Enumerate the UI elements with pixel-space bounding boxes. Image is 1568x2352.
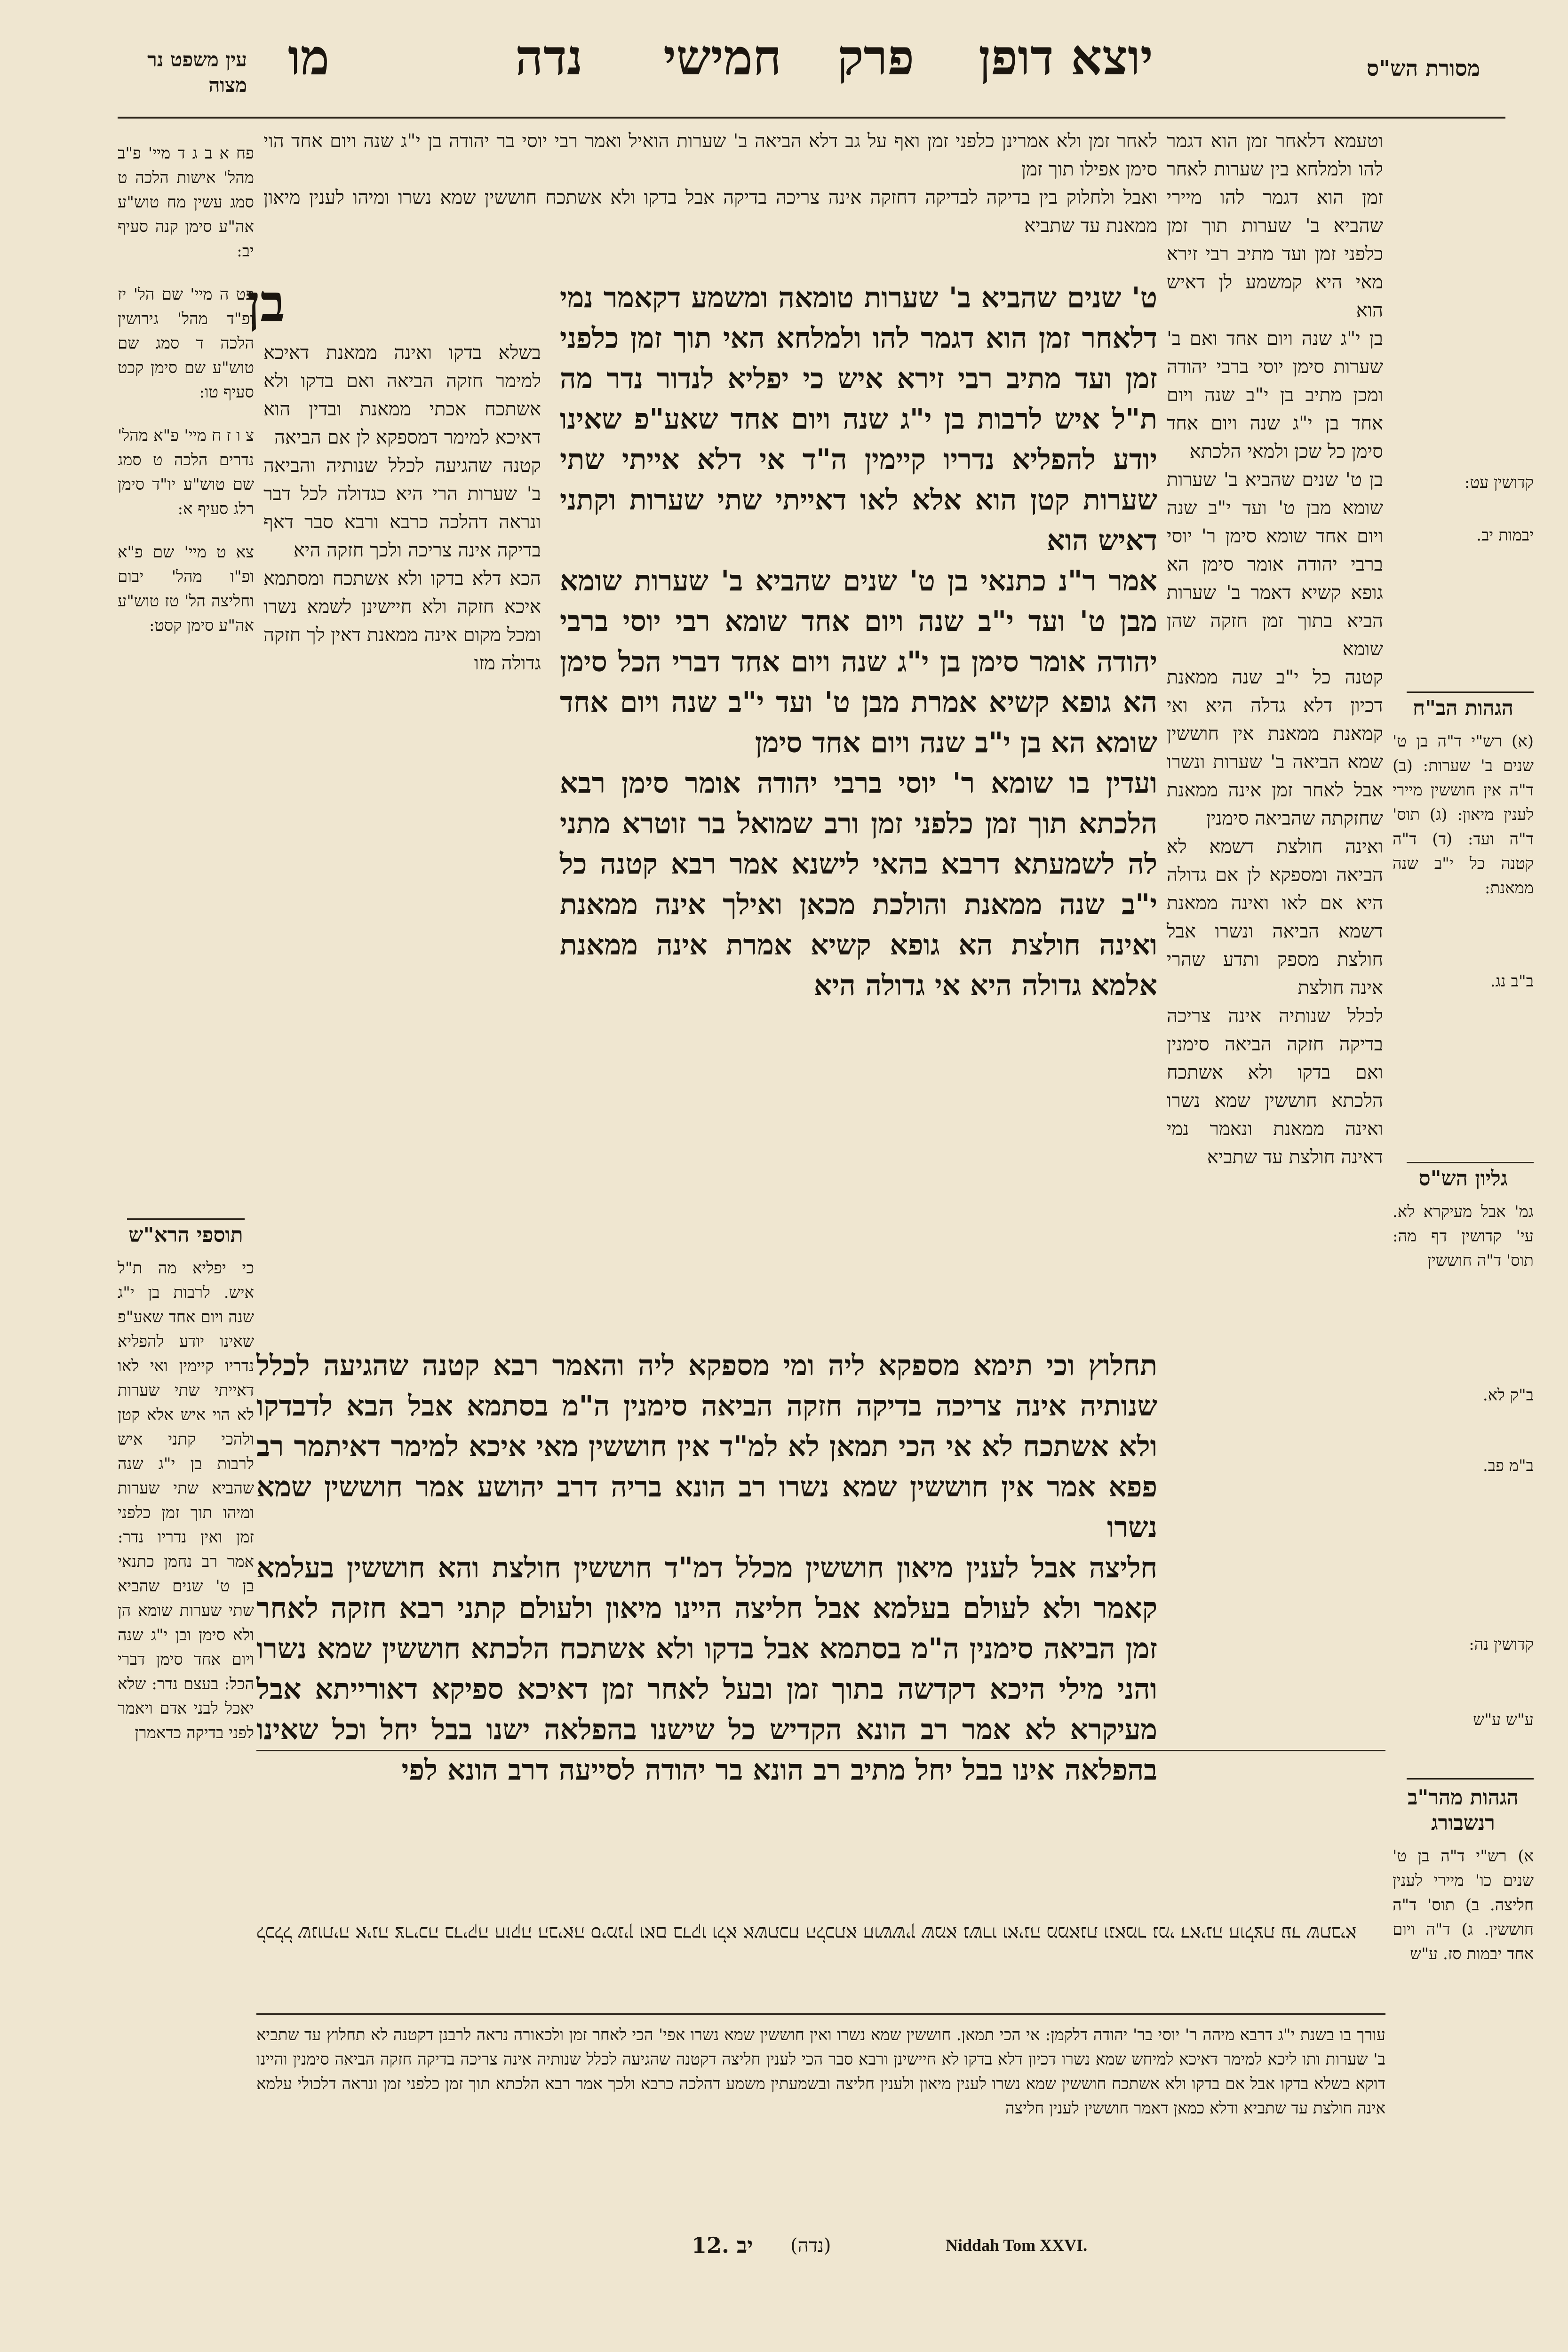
tosafot-top-band bbox=[263, 127, 1157, 268]
footer-right: Niddah Tom XXVI. bbox=[946, 2236, 1088, 2255]
header-title-word-2: פרק bbox=[837, 28, 915, 86]
opening-word: בן bbox=[247, 273, 286, 334]
gilyon-hashas-title: גליון הש"ס bbox=[1418, 1167, 1508, 1191]
hagahot-habach-title: הגהות הב"ח bbox=[1412, 696, 1514, 720]
tosafot-harosh-text: כי יפליא מה ת"ל איש. לרבות בן י"ג שנה ויום אחד שאע"פ שאינו יודע להפליא נדריו קיימין ואי לאו דאייתי שתי שערות לא הוי איש אלא קטן ולהכי קתני איש לרבות בן י"ג שנה שהביא שתי שערות ומיהו תוך זמן כלפני זמן ואין נדריו נדר: אמר רב נחמן כתנאי בן ט' שנים שהביא שתי שערות שומא הן ולא סימן ובן י"ג שנה ויום אחד סימן דברי הכל: בעצם נדר: שלא יאכל לבני אדם ויאמר לפני בדיקה כדאמרן bbox=[118, 1259, 254, 1742]
right-margin-ref: יבמות יב. bbox=[1476, 526, 1534, 545]
tosafot-line: לאחר זמן ולא אמרינן כלפני זמן ואף על גב דלא הביאה ב' שערות הואיל ואמר רבי יוסי בר יהודה בן י"ג שנה ויום אחד הוי סימן אפילו תוך זמן bbox=[263, 130, 1157, 180]
rashi-line: קטנה כל י"ב שנה ממאנת דכיון דלא גדלה היא ואי קמאנת ממאנת אין חוששין שמא הביאה ב' שערות ונשרו אבל לאחר זמן אינה ממאנת שחזקתה שהביאה סימנין bbox=[1167, 667, 1383, 829]
rashi-line: וטעמא דלאחר זמן הוא דגמר להו ולמלחא בין שערות לאחר זמן הוא דגמר להו מיירי שהביא ב' שערות תוך זמן כלפני זמן ועד מתיב רבי זירא מאי היא קמשמע לן דאיש הוא bbox=[1167, 130, 1383, 321]
main-paragraph: ועדין בו שומא ר' יוסי ברבי יהודה אומר סימן רבא הלכתא תוך זמן כלפני זמן ורב שמואל בר זוטרא מתני לה לשמעתא דרבא בהאי לישנא אמר רבא קטנה כל י"ב שנה ממאנת והולכת מכאן ואילך אינה ממאנת ואינה חולצת הא גופא קשיא אמרת אינה ממאנת אלמא גדולה היא אי גדולה היא bbox=[560, 767, 1157, 1002]
right-margin-divider bbox=[1407, 691, 1534, 693]
tosafot-harosh-title: תוספי הרא"ש bbox=[128, 1223, 243, 1247]
rashi-column-top bbox=[1167, 127, 1383, 1736]
main-paragraph: חליצה אבל לענין מיאון חוששין מכלל דמ"ד חוששין חולצת והא חוששין בעלמא קאמר ולא לעולם בעלמא אבל חליצה היינו מיאון ולעולם קתני רבא חזקה לאחר זמן הביאה סימנין ה"מ בסתמא אבל בדקו ולא אשתכח הלכתא חוששין שמא נשרו והני מילי היכא דקדשה בתוך זמן ובעל לאחר זמן דאיכא ספיקא דאורייתא אבל מעיקרא לא אמר רב הונא הקדיש כל שישנו בהפלאה ישנו בבל יחל וכל שאינו בהפלאה אינו בבל יחל מתיב רב הונא בר יהודה לסייעה דרב הונא לפי bbox=[256, 1551, 1157, 1787]
tosafot-line: הכא דלא בדקו ולא אשתכח ומסתמא איכא חזקה ולא חיישינן לשמא נשרו ומכל מקום אינה ממאנת דאין לך חזקה גדולה מזו bbox=[263, 568, 541, 674]
right-header-label: מסורת הש"ס bbox=[1367, 56, 1480, 81]
ein-mishpat-entry: פט ה מיי' שם הל' יז ופ"ד מהל' גירושין הלכה ד סמג שם טוש"ע שם סימן קכט סעיף טו: bbox=[118, 285, 254, 402]
ein-mishpat-entry: צא ט מיי' שם פ"א ופ"ו מהל' יבום וחליצה הל' טז טוש"ע אה"ע סימן קסט: bbox=[118, 543, 254, 635]
right-margin-divider bbox=[1407, 1162, 1534, 1163]
right-margin-ref-3: ב"ק לא. bbox=[1482, 1386, 1534, 1405]
tosafot-line: קטנה שהגיעה לכלל שנותיה והביאה ב' שערות הרי היא כגדולה לכל דבר ונראה דהלכה כרבא ורבא סבר דאף בדיקה אינה צריכה ולכך חזקה היא bbox=[263, 455, 541, 561]
right-margin-ref-2: ב"ב נג. bbox=[1490, 972, 1534, 991]
footnote-rule bbox=[256, 2013, 1385, 2015]
main-paragraph: תחלוץ וכי תימא מספקא ליה ומי מספקא ליה והאמר רבא קטנה שהגיעה לכלל שנותיה אינה צריכה בדיקה חזקה הביאה סימנין ה"מ בסתמא אבל הבא לדבדקו ולא אשתכח לא אי הכי תמאן לא למ"ד אין חוששין מאי איכא למימר דאיתמר רב פפא אמר אין חוששין שמא נשרו רב הונא בריה דרב יהושע אמר חוששין שמא נשרו bbox=[256, 1349, 1157, 1544]
hagahot-habach-text: (א) רש"י ד"ה בן ט' שנים ב' שערות: (ב) ד"ה אין חוששין מיירי לענין מיאון: (ג) תוס' ד"ה ועד: (ד) ד"ה קטנה כל י"ב שנה ממאנת: bbox=[1393, 732, 1534, 898]
right-margin-ref-6: ע"ש ע"ש bbox=[1473, 1710, 1534, 1729]
right-margin-refs bbox=[1393, 132, 1534, 649]
ein-mishpat-entry: צ ו ז ח מיי' פ"א מהל' נדרים הלכה ט סמג שם טוש"ע יו"ד סימן רלג סעיף א: bbox=[118, 426, 254, 518]
bottom-notes: עורך בו בשנת י"ג דרבא מיהה ר' יוסי בר' יהודה דלקמן: אי הכי תמאן. חוששין שמא נשרו ואין חוששין שמא נשרו אפי' הכי לאחר זמן ולכאורה נראה לרבנן דקטנה לא תחלוץ עד שתביא ב' שערות ותו ליכא למימר דאיכא למיחש שמא נשרו דכיון דלא בדקו לא חיישינן ורבא סבר הכי לענין חליצה דקטנה שהגיעה לכלל שנותיה אינה צריכה בדיקה חזקה הביאה סימנין והיינו דוקא בשלא בדקו אבל אם בדקו ולא אשתכח חוששין שמא נשרו לענין מיאון ולענין חליצה ובשמעתין משמע דהלכה כרבא ולכך אמר רבא הלכתא תוך זמן כלפני זמן ונראה דלכולי עלמא אינה חולצת עד שתביא ודלא כמאן דאמר חוששין לענין חליצה bbox=[256, 2026, 1385, 2118]
main-paragraph: ט' שנים שהביא ב' שערות טומאה ומשמע דקאמר נמי דלאחר זמן הוא דגמר להו ולמלחא האי תוך זמן כלפני זמן ועד מתיב רבי זירא איש כי יפליא לנדור נדר מה ת"ל איש לרבות בן י"ג שנה ויום אחד שאע"פ שאינו יודע להפליא נדריו קיימין ה"ד אי דלא אייתי שתי שערות קטן הוא אלא לאו דאייתי שתי שערות וקתני דאיש הוא bbox=[560, 281, 1157, 557]
footer-center: 12. יב bbox=[692, 2233, 753, 2258]
right-margin-ref: קדושין עט: bbox=[1465, 473, 1534, 492]
maharav-title: הגהות מהר"ב רנשבורג bbox=[1408, 1786, 1519, 1835]
tosafot-line: בשלא בדקו ואינה ממאנת דאיכא למימר חזקה הביאה ואם בדקו ולא אשתכח אכתי ממאנת ובדין הוא דאיכא למימר דמספקא לן אם הביאה bbox=[263, 342, 541, 448]
ein-mishpat-entries bbox=[118, 141, 254, 913]
header-title-word-3: חמישי bbox=[663, 28, 782, 86]
footer-left: (נדה) bbox=[790, 2235, 831, 2257]
lower-rule bbox=[256, 1750, 1385, 1751]
header-rule bbox=[118, 117, 1505, 119]
header-title-word-1: יוצא דופן bbox=[979, 28, 1154, 86]
tosafot-column bbox=[263, 339, 541, 1336]
page-number-letters: מו bbox=[288, 28, 330, 86]
rashi-line: בן ט' שנים שהביא ב' שערות שומא מבן ט' ועד י"ב שנה ויום אחד שומא סימן ר' יוסי ברבי יהודה אומר סימן הא גופא קשיא דאמר ב' שערות הביא בתוך זמן חזקה שהן שומא bbox=[1167, 469, 1383, 660]
main-paragraph: אמר ר"נ כתנאי בן ט' שנים שהביא ב' שערות שומא מבן ט' ועד י"ב שנה ויום אחד שומא רבי יוסי ברבי יהודה אומר סימן בן י"ג שנה ויום אחד דברי הכל סימן הא גופא קשיא אמרת מבן ט' ועד י"ב שנה ויום אחד שומא הא בן י"ב שנה ויום אחד סימן bbox=[560, 564, 1157, 759]
right-margin-ref-5: קדושין נה: bbox=[1469, 1635, 1534, 1654]
bottom-commentary: לכלל שנותיה אינה צריכה בדיקה חזקה הביאה סימנין ואם בדקו ולא אשתכח הלכתא חוששין שמא נשרו ואינה ממאנת ונאמר נמי דאינה חולצת עד שתביא bbox=[256, 1923, 1357, 1944]
main-text-column bbox=[560, 278, 1157, 1336]
maharav-text: א) רש"י ד"ה בן ט' שנים כו' מיירי לענין חליצה. ב) תוס' ד"ה חוששין. ג) ד"ה ויום אחד יבמות סז. ע"ש bbox=[1393, 1847, 1534, 1963]
main-text-lower bbox=[256, 1345, 1157, 1787]
ein-mishpat-entry: פח א ב ג ד מיי' פ"ב מהל' אישות הלכה ט סמג עשין מח טוש"ע אה"ע סימן קנה סעיף יב: bbox=[118, 144, 254, 261]
right-margin-ref-4: ב"מ פב. bbox=[1483, 1456, 1534, 1475]
left-header-label: עין משפט נר מצוה bbox=[147, 48, 247, 96]
tosafot-line: ואבל ולחלוק בין בדיקה לבדיקה דחזקה אינה צריכה בדיקה אבל בדקו ולא אשתכח חוששין שמא נשרו ומיהו לענין מיאון ממאנת עד שתביא bbox=[263, 187, 1157, 237]
gilyon-hashas-text: גמ' אבל מעיקרא לא. עי' קדושין דף מה: תוס' ד"ה חוששין bbox=[1393, 1202, 1534, 1270]
left-margin-divider bbox=[127, 1218, 245, 1220]
rashi-line: בן י"ג שנה ויום אחד ואם ב' שערות סימן יוסי ברבי יהודה ומכן מתיב בן י"ב שנה ויום אחד בן י"ג שנה ויום אחד סימן כל שכן ולמאי הלכתא bbox=[1167, 328, 1383, 462]
rashi-line: לכלל שנותיה אינה צריכה בדיקה חזקה הביאה סימנין ואם בדקו ולא אשתכח הלכתא חוששין שמא נשרו ואינה ממאנת ונאמר נמי דאינה חולצת עד שתביא bbox=[1167, 1005, 1383, 1168]
rashi-line: ואינה חולצת דשמא לא הביאה ומספקא לן אם גדולה היא אם לאו ואינה ממאנת דשמא הביאה ונשרו אבל חולצת מספק ותדע שהרי אינה חולצת bbox=[1167, 836, 1383, 999]
header-title-word-4: נדה bbox=[515, 28, 583, 86]
right-margin-divider bbox=[1407, 1778, 1534, 1780]
